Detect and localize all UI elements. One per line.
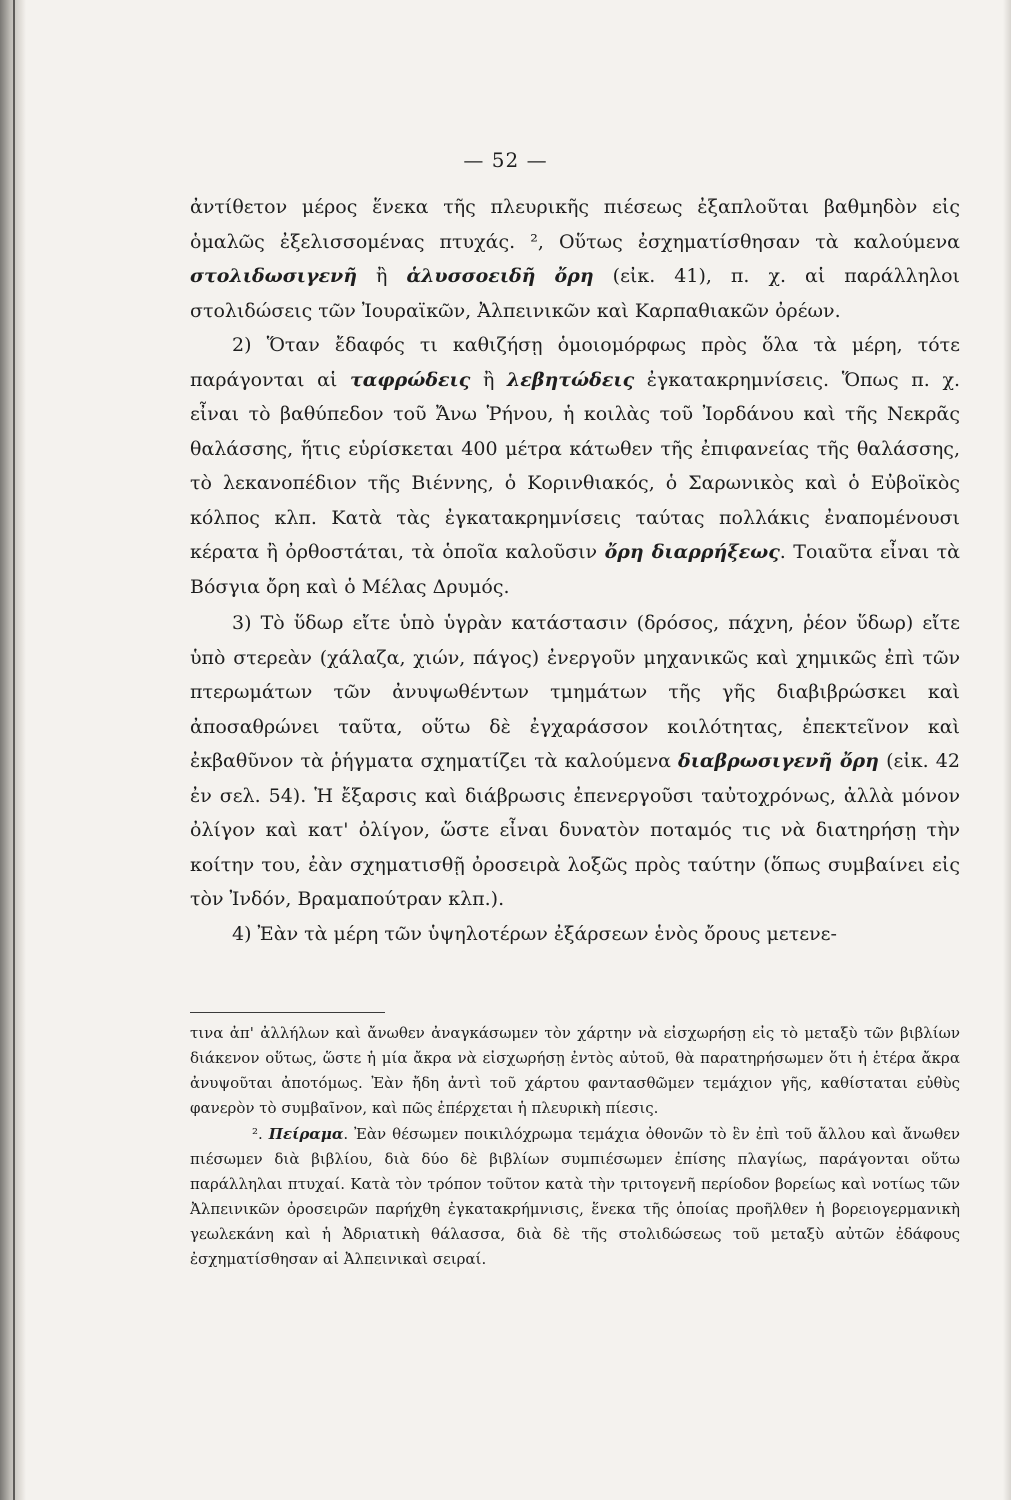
footnote-separator (190, 1012, 385, 1013)
footnote-continuation (190, 1021, 960, 1121)
emphasized-term: ὄρη (554, 265, 594, 287)
text-run: 2) Ὅταν ἔδαφός τι καθιζήσῃ ὁμοιομόρφως πρὸς ὅλα τὰ μέρη, τότε παράγονται αἱ (190, 334, 960, 391)
text-run: ἢ (357, 265, 407, 287)
text-run: 4) Ἐὰν τὰ μέρη τῶν ὑψηλοτέρων ἐξάρσεων ἑνὸς ὄρους μετενε- (232, 922, 837, 945)
emphasized-term: διαβρωσιγενῆ ὄρη (678, 750, 879, 772)
text-run: ἢ (470, 368, 507, 391)
paragraph-4 (190, 917, 960, 952)
text-run: ἀντίθετον μέρος ἕνεκα τῆς πλευρικῆς πιέσεως ἐξαπλοῦται βαθμηδὸν εἰς ὁμαλῶς ἐξελισσομένας πτυχάς. ², Οὕτως ἐσχηματίσθησαν τὰ καλούμενα (190, 196, 960, 253)
text-run (536, 265, 555, 287)
emphasized-term: ἁλυσσοειδῆ (406, 265, 536, 287)
footnote-title: Πείραμα (268, 1125, 344, 1143)
emphasized-term: ταφρώδεις (350, 368, 471, 391)
page-number: — 52 — (463, 148, 548, 172)
paragraph-continuation (190, 190, 960, 328)
text-run: . Τοιαῦτα εἶναι τὰ Βόσγια ὄρη καὶ ὁ Μέλας Δρυμός. (190, 541, 960, 598)
text-run: (εἰκ. 42 ἐν σελ. 54). Ἡ ἔξαρσις καὶ διάβρωσις ἐπενεργοῦσι ταὐτοχρόνως, ἀλλὰ μόνον ὀλίγον καὶ κατ' ὀλίγον, ὥστε εἶναι δυνατὸν ποταμός τις νὰ διατηρήσῃ τὴν κοίτην του, ἐὰν σχηματισθῇ ὀροσειρὰ λοξῶς πρὸς ταύτην (ὅπως συμβαίνει εἰς τὸν Ἰνδόν, Βραμαπούτραν κλπ.). (190, 750, 960, 910)
text-run: (εἰκ. 41), π. χ. αἱ παράλληλοι στολιδώσεις τῶν Ἰουραϊκῶν, Ἀλπεινικῶν καὶ Καρπαθιακῶν ὀρέων. (190, 265, 961, 322)
text-run: τινα ἀπ' ἀλλήλων καὶ ἄνωθεν ἀναγκάσωμεν τὸν χάρτην νὰ εἰσχωρήσῃ εἰς τὸ μεταξὺ τῶν βιβλίων διάκενον οὕτως, ὥστε ἡ μία ἄκρα νὰ εἰσχωρήσῃ ἐντὸς αὐτοῦ, θὰ παρατηρήσωμεν ὅτι ἡ ἑτέρα ἄκρα ἀνυψοῦται ἀποτόμως. Ἐὰν ἤδη ἀντὶ τοῦ χάρτου φαντασθῶμεν τεμάχιον γῆς, καθίσταται εὐθὺς φανερὸν τὸ συμβαῖνον, καὶ πῶς ἐπέρχεται ἡ πλευρικὴ πίεσις. (190, 1024, 960, 1117)
footnote-2 (190, 1122, 960, 1272)
text-run: 3) Τὸ ὕδωρ εἴτε ὑπὸ ὑγρὰν κατάστασιν (δρόσος, πάχνη, ῥέον ὕδωρ) εἴτε ὑπὸ στερεὰν (χάλαζα, χιών, πάγος) ἐνεργοῦν μηχανικῶς καὶ χημικῶς ἐπὶ τῶν πτερωμάτων τῶν ἀνυψωθέντων τμημάτων τῆς γῆς διαβιβρώσκει καὶ ἀποσαθρώνει ταῦτα, οὕτω δὲ ἐγχαράσσον κοιλότητας, ἐπεκτεῖνον καὶ ἐκβαθῦνον τὰ ῥήγματα σχηματίζει τὰ καλούμενα (190, 612, 960, 772)
footnotes (190, 1021, 960, 1272)
paragraph-3 (190, 606, 960, 917)
emphasized-term: λεβητώδεις (506, 368, 635, 391)
paragraph-2 (190, 328, 960, 604)
footnote-marker: ². (252, 1125, 269, 1143)
emphasized-term: στολιδωσιγενῆ (190, 265, 358, 287)
main-text-body (190, 190, 960, 951)
text-run: . Ἐὰν θέσωμεν ποικιλόχρωμα τεμάχια ὀθονῶν τὸ ἓν ἐπὶ τοῦ ἄλλου καὶ ἄνωθεν πιέσωμεν διὰ βιβλίου, διὰ δύο δὲ βιβλίων συμπιέσωμεν ἐπίσης πλαγίως, παράγονται οὕτω παράλληλαι πτυχαί. Κατὰ τὸν τρόπον τοῦτον κατὰ τὴν τριτογενῆ περίοδον βορείως καὶ νοτίως τῶν Ἀλπεινικῶν ὀροσειρῶν παρήχθη ἐγκατακρήμνισις, ἕνεκα τῆς ὁποίας προῆλθεν ἡ βορειογερμανικὴ γεωλεκάνη καὶ ἡ Ἀδριατικὴ θάλασσα, διὰ δὲ τῆς στολιδώσεως τοῦ μεταξὺ αὐτῶν ἐδάφους ἐσχηματίσθησαν αἱ Ἀλπεινικαὶ σειραί. (190, 1125, 960, 1268)
binding-edge-line (13, 0, 15, 1500)
text-run: ἐγκατακρημνίσεις. Ὅπως π. χ. εἶναι τὸ βαθύπεδον τοῦ Ἄνω Ῥήνου, ἡ κοιλὰς τοῦ Ἰορδάνου καὶ τῆς Νεκρᾶς θαλάσσης, ἥτις εὑρίσκεται 400 μέτρα κάτωθεν τῆς ἐπιφανείας τῆς θαλάσσης, τὸ λεκανοπέδιον τῆς Βιέννης, ὁ Κορινθιακός, ὁ Σαρωνικὸς καὶ ὁ Εὐβοϊκὸς κόλπος κλπ. Κατὰ τὰς ἐγκατακρημνίσεις ταύτας πολλάκις ἐναπομένουσι κέρατα ἢ ὀρθοστάται, τὰ ὁποῖα καλοῦσιν (190, 368, 960, 563)
emphasized-term: ὄρη διαρρήξεως (604, 541, 780, 563)
page-right-edge (1003, 0, 1011, 1500)
